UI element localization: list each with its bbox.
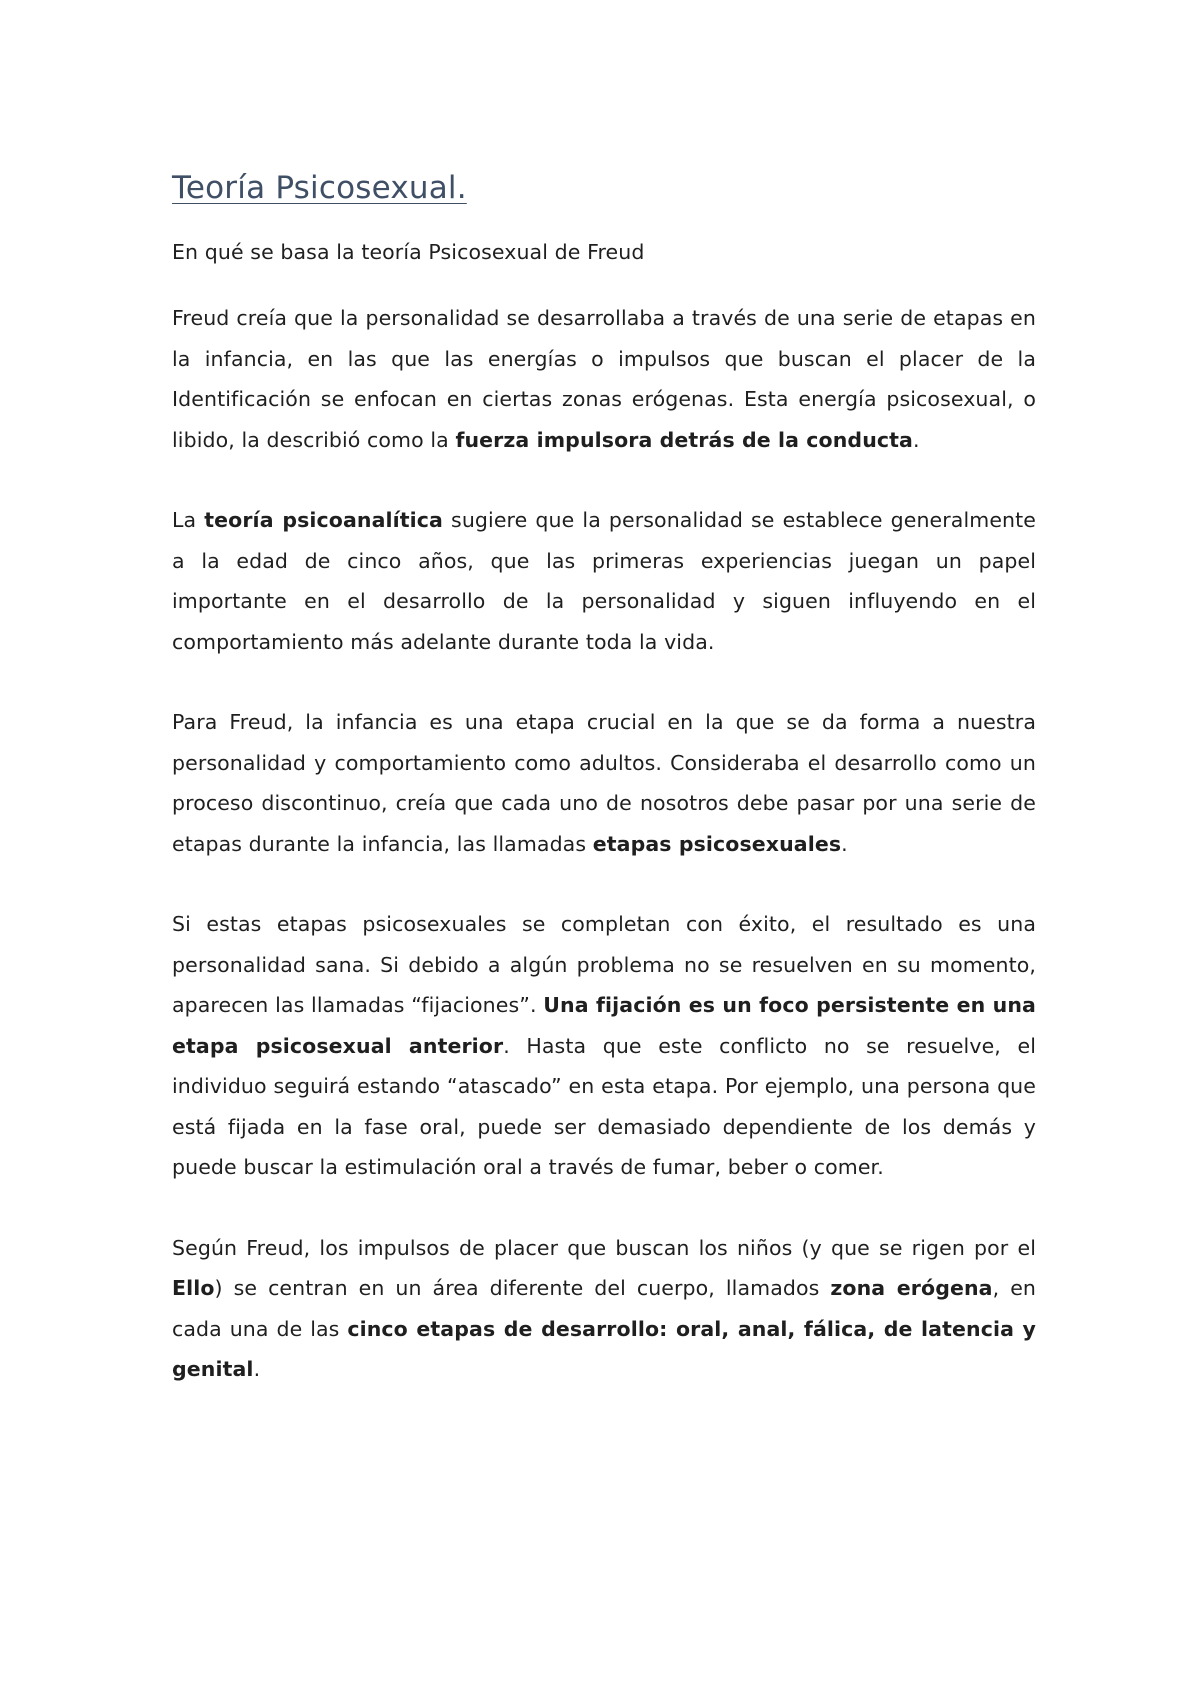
text-run: . xyxy=(253,1357,261,1381)
paragraph xyxy=(172,1228,1036,1390)
document-page xyxy=(172,168,1036,1430)
bold-text: zona erógena xyxy=(830,1276,993,1300)
text-run: Freud creía que la personalidad se desarrollaba a través de una serie de etapas en la infancia, en las que las energías o impulsos que buscan el placer de la Identificación se enfocan en ciertas zonas erógenas. Esta energía psicosexual, o libido, la describió como la xyxy=(172,306,1036,452)
paragraph xyxy=(172,298,1036,460)
text-run: ) se centran en un área diferente del cuerpo, llamados xyxy=(214,1276,831,1300)
paragraph xyxy=(172,904,1036,1188)
bold-text: cinco etapas de desarrollo: oral, anal, fálica, de latencia y genital xyxy=(172,1316,1037,1381)
text-run: Según Freud, los impulsos de placer que buscan los niños (y que se rigen por el xyxy=(172,1235,1036,1260)
text-run: . Hasta que este conflicto no se resuelve, el individuo seguirá estando “atascado” en esta etapa. Por ejemplo, una persona que está fijada en la fase oral, puede ser demasiado dependiente de los demás y puede buscar la estimulación oral a través de fumar, beber o comer. xyxy=(172,1033,1036,1179)
text-run: Para Freud, la infancia es una etapa crucial en la que se da forma a nuestra personalidad y comportamiento como adultos. Consideraba el desarrollo como un proceso discontinuo, creía que cada uno de nosotros debe pasar por una serie de etapas durante la infancia, las llamadas xyxy=(172,710,1036,856)
text-run: . xyxy=(913,427,920,452)
text-run: La xyxy=(172,508,205,532)
text-run: Si estas etapas psicosexuales se completan con éxito, el resultado es una personalidad sana. Si debido a algún problema no se resuelven en su momento, aparecen las llamadas “fijaciones”. xyxy=(172,912,1036,1017)
bold-text: Una fijación es un foco persistente en una etapa psicosexual anterior xyxy=(172,993,1036,1058)
bold-text: teoría psicoanalítica xyxy=(204,508,443,532)
bold-text: etapas psicosexuales xyxy=(592,831,842,856)
document-body xyxy=(172,298,1036,1390)
paragraph xyxy=(172,702,1036,864)
text-run: . xyxy=(841,831,848,856)
bold-text: Ello xyxy=(172,1276,215,1300)
document-subtitle: En qué se basa la teoría Psicosexual de Freud xyxy=(172,240,645,264)
document-title: Teoría Psicosexual. xyxy=(172,170,467,206)
text-run: , en cada una de las xyxy=(172,1276,1036,1341)
paragraph xyxy=(172,500,1036,662)
bold-text: fuerza impulsora detrás de la conducta xyxy=(455,427,913,452)
text-run: sugiere que la personalidad se establece generalmente a la edad de cinco años, que las primeras experiencias juegan un papel importante en el desarrollo de la personalidad y siguen influyendo en el comportamiento más adelante durante toda la vida. xyxy=(172,508,1036,654)
